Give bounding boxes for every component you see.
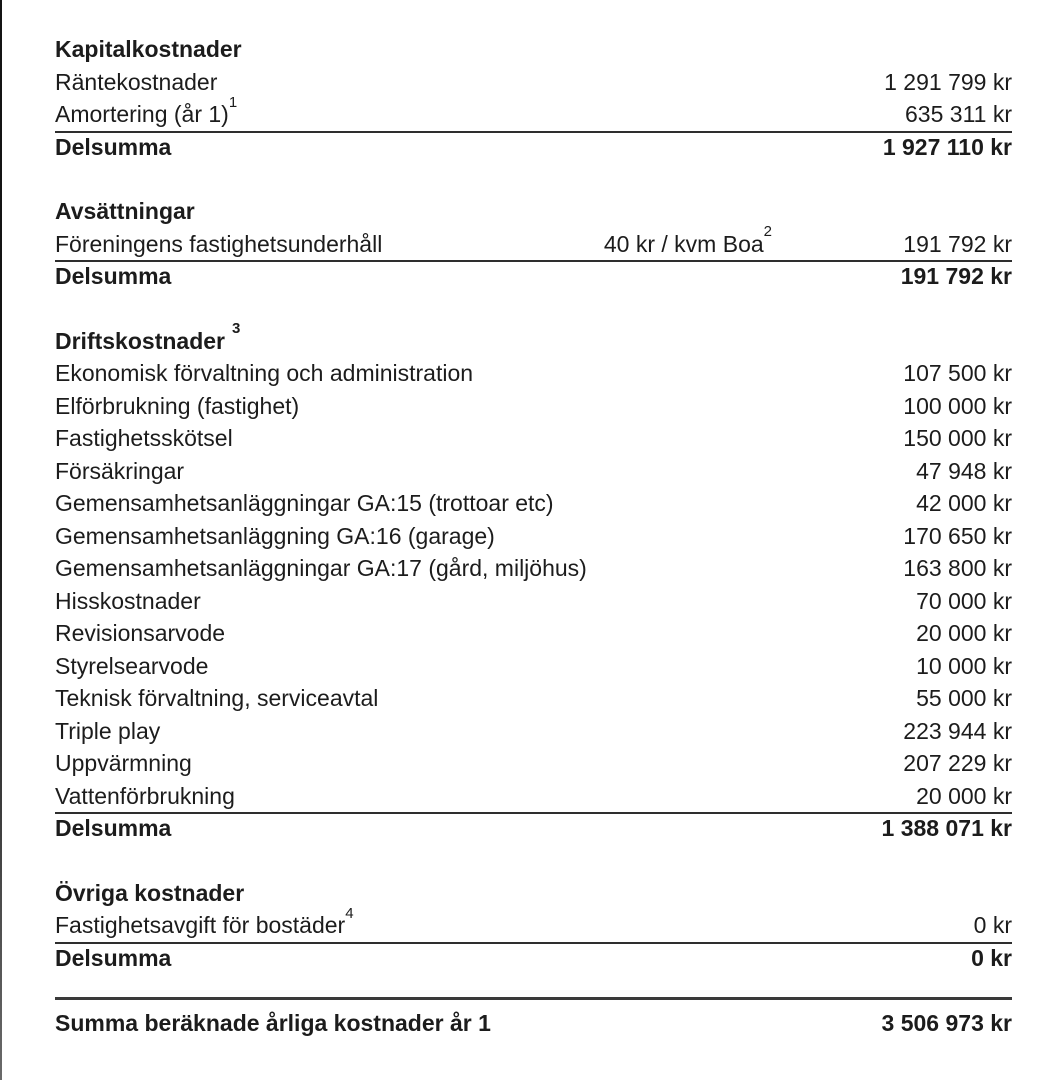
cost-row xyxy=(55,520,1012,553)
cost-row xyxy=(55,552,1012,585)
cost-value: 10 000 kr xyxy=(916,652,1012,679)
cost-value: 20 000 kr xyxy=(916,620,1012,646)
cost-row xyxy=(55,617,1012,650)
footnote-marker: 3 xyxy=(231,320,241,338)
cost-value: 42 000 kr xyxy=(916,490,1012,516)
cost-row xyxy=(55,904,1012,944)
cost-row xyxy=(55,390,1012,423)
section-heading-text: Övriga kostnader xyxy=(55,879,245,906)
cost-label: Fastighetsavgift för bostäder$^4$ xyxy=(55,904,354,938)
section-driftskostnader xyxy=(55,320,1012,845)
cost-row xyxy=(55,223,1012,263)
section-kapitalkostnader xyxy=(55,33,1012,163)
cost-row xyxy=(55,585,1012,618)
cost-value: 100 000 kr xyxy=(903,392,1012,419)
cost-label: Räntekostnader xyxy=(55,68,218,95)
cost-label: Hisskostnader xyxy=(55,587,201,614)
footnote-marker: 4 xyxy=(345,904,354,922)
cost-row xyxy=(55,747,1012,780)
grand-total-row xyxy=(55,1000,1012,1040)
cost-value: 1 291 799 kr xyxy=(884,68,1012,95)
cost-value: 191 792 kr xyxy=(903,230,1012,257)
footnote-marker: 1 xyxy=(228,93,238,111)
cost-row xyxy=(55,357,1012,390)
cost-row xyxy=(55,455,1012,488)
cost-label: Försäkringar xyxy=(55,457,185,484)
subtotal-label: Delsumma xyxy=(55,944,172,971)
cost-value: 0 kr xyxy=(973,912,1012,938)
subtotal-label: Delsumma xyxy=(55,815,172,841)
section-heading xyxy=(55,195,1012,228)
cost-row xyxy=(55,93,1012,133)
cost-row xyxy=(55,715,1012,748)
cost-label: Föreningens fastighetsunderhåll xyxy=(55,230,383,257)
cost-value: 150 000 kr xyxy=(903,425,1012,451)
cost-value: 223 944 kr xyxy=(903,717,1012,744)
cost-label: Ekonomisk förvaltning och administration xyxy=(55,360,474,386)
cost-label: Teknisk förvaltning, serviceavtal xyxy=(55,685,379,711)
cost-label: Fastighetsskötsel xyxy=(55,425,233,451)
section-ovriga-kostnader xyxy=(55,877,1012,975)
cost-row xyxy=(55,487,1012,520)
cost-label: Gemensamhetsanläggning GA:16 (garage) xyxy=(55,522,495,549)
cost-label: Vattenförbrukning xyxy=(55,782,235,809)
cost-value: 163 800 kr xyxy=(903,555,1012,581)
cost-value: 635 311 kr xyxy=(905,101,1012,127)
cost-value: 170 650 kr xyxy=(903,522,1012,549)
section-heading xyxy=(55,33,1012,66)
cost-label: Triple play xyxy=(55,717,161,744)
cost-row xyxy=(55,780,1012,815)
grand-total-label: Summa beräknade årliga kostnader år 1 xyxy=(55,1010,491,1036)
section-heading xyxy=(55,877,1012,910)
subtotal-value: 0 kr xyxy=(971,944,1012,971)
grand-total-value: 3 506 973 kr xyxy=(881,1010,1012,1036)
section-heading xyxy=(55,320,1012,358)
subtotal-row xyxy=(55,942,1012,975)
cost-row xyxy=(55,682,1012,715)
subtotal-row xyxy=(55,812,1012,845)
subtotal-label: Delsumma xyxy=(55,263,172,289)
subtotal-row xyxy=(55,131,1012,164)
subtotal-row xyxy=(55,260,1012,293)
cost-row xyxy=(55,650,1012,683)
section-heading-text: Kapitalkostnader xyxy=(55,36,242,62)
cost-value: 47 948 kr xyxy=(916,457,1012,484)
subtotal-value: 1 388 071 kr xyxy=(881,815,1012,841)
cost-label: Gemensamhetsanläggningar GA:15 (trottoar etc) xyxy=(55,490,554,516)
cost-row xyxy=(55,66,1012,99)
subtotal-value: 1 927 110 kr xyxy=(882,133,1012,160)
cost-label: Uppvärmning xyxy=(55,750,192,776)
cost-label: Gemensamhetsanläggningar GA:17 (gård, miljöhus) xyxy=(55,555,587,581)
cost-rate: 40 kr / kvm Boa$^2$ xyxy=(603,223,772,257)
cost-value: 207 229 kr xyxy=(903,750,1012,776)
cost-value: 55 000 kr xyxy=(916,685,1012,711)
footnote-marker: 2 xyxy=(763,223,772,241)
cost-label: Styrelsearvode xyxy=(55,652,209,679)
subtotal-label: Delsumma xyxy=(55,133,172,160)
cost-row xyxy=(55,422,1012,455)
section-heading-text: Driftskostnader xyxy=(55,327,225,354)
section-avsattningar xyxy=(55,195,1012,293)
cost-label: Amortering (år 1)$^1$ xyxy=(55,93,238,127)
cost-value: 70 000 kr xyxy=(916,587,1012,614)
cost-label: Revisionsarvode xyxy=(55,620,226,646)
section-heading-text: Avsättningar xyxy=(55,198,195,224)
cost-value: 107 500 kr xyxy=(903,360,1012,386)
cost-label: Elförbrukning (fastighet) xyxy=(55,392,300,419)
cost-value: 20 000 kr xyxy=(916,782,1012,809)
subtotal-value: 191 792 kr xyxy=(900,263,1012,289)
